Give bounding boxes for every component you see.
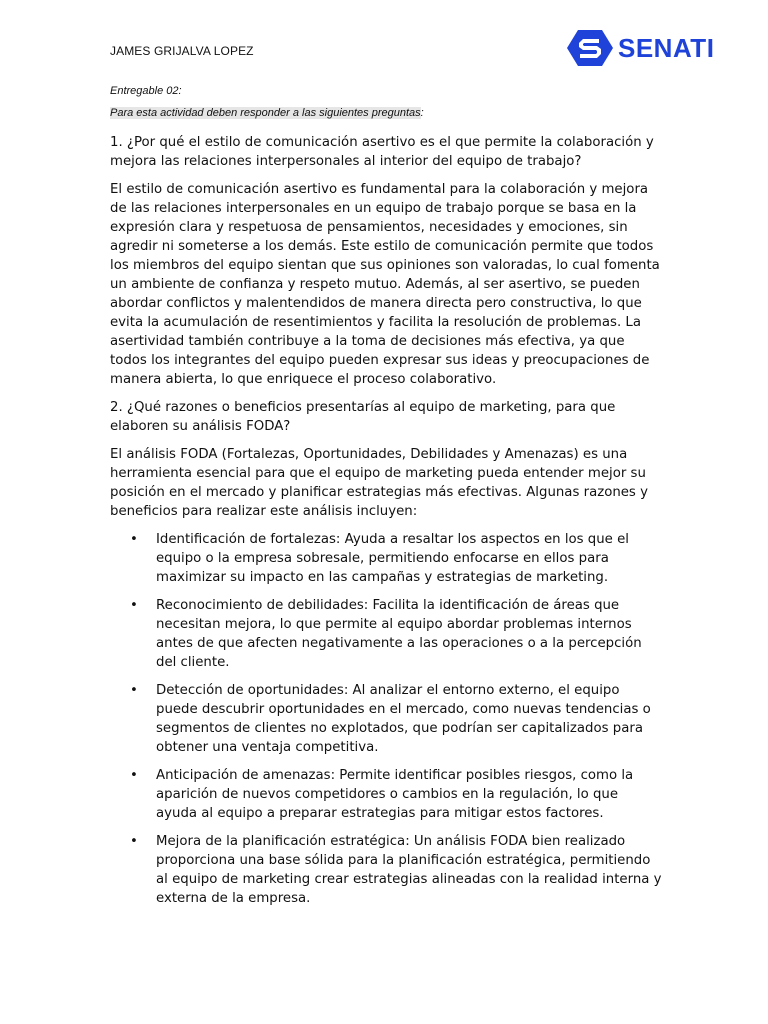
instruction-line — [110, 107, 424, 119]
author-name: JAMES GRIJALVA LOPEZ — [110, 44, 254, 58]
bullet-icon: • — [130, 598, 138, 613]
answer-2-intro: El análisis FODA (Fortalezas, Oportunidades, Debilidades y Amenazas) es una herramienta esencial para que el equipo de marketing pueda entender mejor su posición en el mercado y planificar estrategias más efectivas. Algunas razones y beneficios para realizar este análisis incluyen: — [110, 447, 648, 519]
list-item-text: Identificación de fortalezas: Ayuda a resaltar los aspectos en los que el equipo o la empresa sobresale, permitiendo enfocarse en ellos para maximizar su impacto en las campañas y estrategias de marketing. — [156, 532, 629, 585]
question-1: 1. ¿Por qué el estilo de comunicación asertivo es el que permite la colaboración y mejora las relaciones interpersonales al interior del equipo de trabajo? — [110, 135, 654, 169]
question-2: 2. ¿Qué razones o beneficios presentarías al equipo de marketing, para que elaboren su análisis FODA? — [110, 400, 616, 434]
list-item-text: Detección de oportunidades: Al analizar el entorno externo, el equipo puede descubrir oportunidades en el mercado, como nuevas tendencias o segmentos de clientes no explotados, que podrían ser capitalizados para obtener una ventaja competitiva. — [156, 683, 651, 755]
bullet-icon: • — [130, 683, 138, 698]
document-body — [110, 133, 662, 917]
list-item-text: Mejora de la planificación estratégica: Un análisis FODA bien realizado proporciona una base sólida para la planificación estratégica, permitiendo al equipo de marketing crear estrategias alineadas con la realidad interna y externa de la empresa. — [156, 834, 662, 906]
bullet-icon: • — [130, 834, 138, 849]
instruction-text: Para esta actividad deben responder a las siguientes preguntas — [110, 107, 421, 119]
list-item — [110, 596, 662, 672]
list-item — [110, 832, 662, 908]
logo-wordmark: SENATI — [618, 32, 715, 63]
answer-1: El estilo de comunicación asertivo es fundamental para la colaboración y mejora de las relaciones interpersonales en un equipo de trabajo porque se basa en la expresión clara y respetuosa de pensamientos, necesidades y emociones, sin agredir ni someterse a los demás. Este estilo de comunicación permite que todos los miembros del equipo sientan que sus opiniones son valoradas, lo cual fomenta un ambiente de confianza y respeto mutuo. Además, al ser asertivo, se pueden abordar conflictos y malentendidos de manera directa pero constructiva, lo que evita la acumulación de resentimientos y facilita la resolución de problemas. La asertividad también contribuye a la toma de decisiones más efectiva, ya que todos los integrantes del equipo pueden expresar sus ideas y preocupaciones de manera abierta, lo que enriquece el proceso colaborativo. — [110, 182, 660, 387]
list-item-text: Reconocimiento de debilidades: Facilita la identificación de áreas que necesitan mejora, lo que permite al equipo abordar problemas internos antes de que afecten negativamente a las operaciones o a la percepción del cliente. — [156, 598, 642, 670]
list-item — [110, 530, 662, 587]
senati-logo — [566, 28, 714, 68]
list-item — [110, 681, 662, 757]
instruction-suffix: : — [420, 107, 424, 119]
deliverable-label: Entregable 02: — [110, 85, 182, 97]
senati-emblem-icon — [566, 28, 614, 68]
list-item — [110, 766, 662, 823]
bullet-icon: • — [130, 768, 138, 783]
benefits-list — [110, 530, 662, 908]
bullet-icon: • — [130, 532, 138, 547]
list-item-text: Anticipación de amenazas: Permite identificar posibles riesgos, como la aparición de nuevos competidores o cambios en la regulación, lo que ayuda al equipo a preparar estrategias para mitigar estos factores. — [156, 768, 634, 821]
